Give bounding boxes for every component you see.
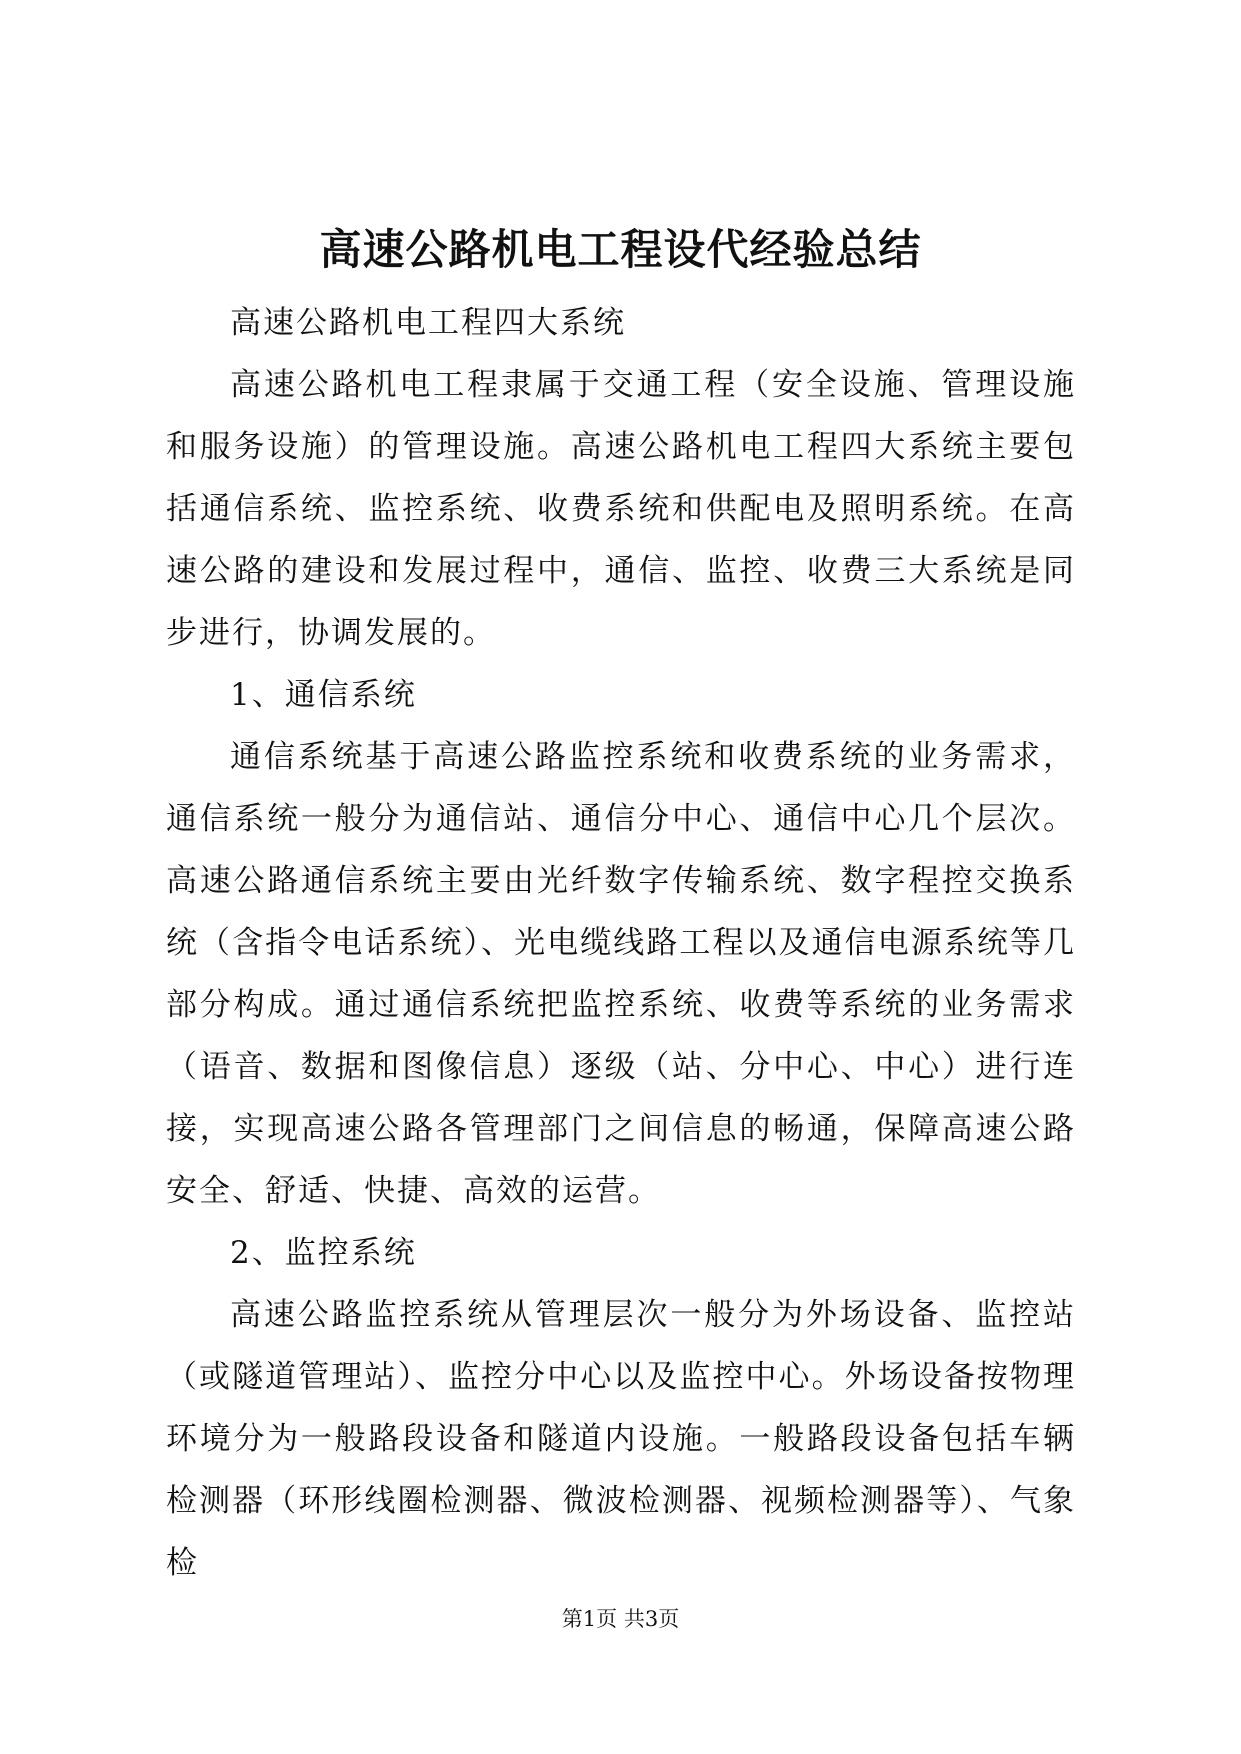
section-heading: 2、监控系统 (230, 1235, 417, 1271)
section-heading: 高速公路机电工程四大系统 (230, 305, 626, 341)
body-paragraph: 高速公路监控系统从管理层次一般分为外场设备、监控站（或隧道管理站）、监控分中心以及监控中心。外场设备按物理环境分为一般路段设备和隧道内设施。一般路段设备包括车辆检测器（环形线圈检测器、微波检测器、视频检测器等）、气象检 (166, 1297, 1076, 1581)
page-number: 第1页 共3页 (561, 1607, 680, 1631)
body-paragraph: 通信系统基于高速公路监控系统和收费系统的业务需求，通信系统一般分为通信站、通信分中心、通信中心几个层次。高速公路通信系统主要由光纤数字传输系统、数字程控交换系统（含指令电话系统）、光电缆线路工程以及通信电源系统等几部分构成。通过通信系统把监控系统、收费等系统的业务需求（语音、数据和图像信息）逐级（站、分中心、中心）进行连接，实现高速公路各管理部门之间信息的畅通，保障高速公路安全、舒适、快捷、高效的运营。 (166, 739, 1076, 1209)
body-paragraph: 高速公路机电工程隶属于交通工程（安全设施、管理设施和服务设施）的管理设施。高速公路机电工程四大系统主要包括通信系统、监控系统、收费系统和供配电及照明系统。在高速公路的建设和发展过程中，通信、监控、收费三大系统是同步进行，协调发展的。 (166, 367, 1076, 651)
section-heading: 1、通信系统 (230, 677, 417, 713)
document-body (166, 292, 1076, 1594)
document-title: 高速公路机电工程设代经验总结 (319, 225, 922, 274)
